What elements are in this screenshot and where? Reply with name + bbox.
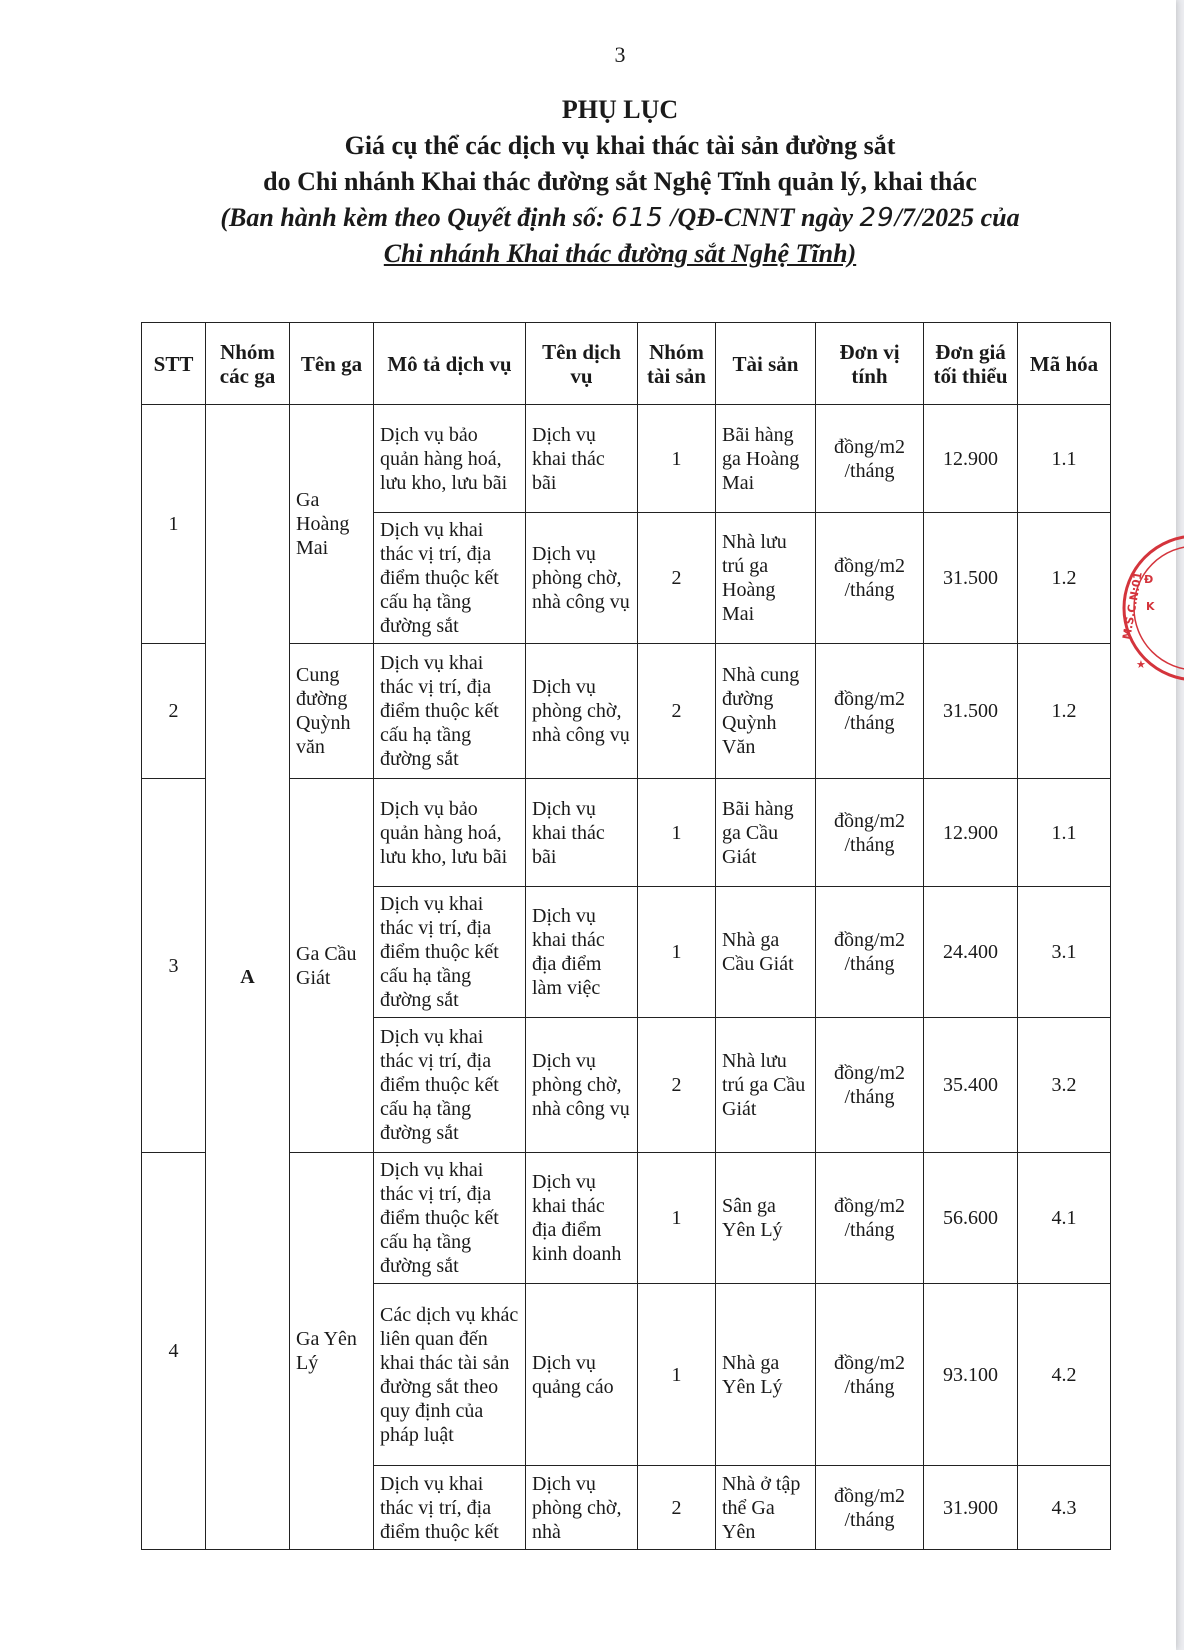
cell-group: A (206, 405, 290, 1550)
header-service: Tên dịch vụ (526, 323, 638, 405)
price-table (141, 322, 1111, 1550)
cell-unit: đồng/m2 /tháng (816, 513, 924, 644)
cell-price: 93.100 (924, 1284, 1018, 1466)
cell-service: Dịch vụ khai thác địa điểm làm việc (526, 887, 638, 1018)
document-title (140, 92, 1100, 272)
cell-description: Dịch vụ bảo quản hàng hoá, lưu kho, lưu bãi (374, 779, 526, 887)
cell-code: 3.1 (1018, 887, 1111, 1018)
cell-code: 4.2 (1018, 1284, 1111, 1466)
cell-station: Ga Cầu Giát (290, 779, 374, 1153)
cell-price: 56.600 (924, 1153, 1018, 1284)
title-line-4-suffix: /7/2025 của (894, 203, 1020, 232)
stamp-text: M.S.C.N:01 (1120, 570, 1145, 641)
cell-code: 4.1 (1018, 1153, 1111, 1284)
decision-day-handwritten: 29 (859, 203, 895, 233)
cell-price: 12.900 (924, 405, 1018, 513)
cell-asset-group: 2 (638, 1018, 716, 1153)
cell-unit: đồng/m2 /tháng (816, 1284, 924, 1466)
cell-service: Dịch vụ phòng chờ, nhà (526, 1466, 638, 1550)
cell-asset: Bãi hàng ga Hoàng Mai (716, 405, 816, 513)
cell-price: 31.900 (924, 1466, 1018, 1550)
cell-unit: đồng/m2 /tháng (816, 887, 924, 1018)
title-line-2: Giá cụ thể các dịch vụ khai thác tài sản đường sắt (344, 131, 896, 160)
cell-asset-group: 1 (638, 779, 716, 887)
header-stt: STT (142, 323, 206, 405)
cell-stt: 4 (142, 1153, 206, 1550)
stamp-glyph: K (1146, 600, 1155, 613)
title-line-4-mid: /QĐ-CNNT ngày (670, 203, 854, 232)
header-unit: Đơn vị tính (816, 323, 924, 405)
table-header-row (142, 323, 1111, 405)
table-row (142, 405, 1111, 513)
cell-code: 3.2 (1018, 1018, 1111, 1153)
cell-service: Dịch vụ khai thác địa điểm kinh doanh (526, 1153, 638, 1284)
title-line-3: do Chi nhánh Khai thác đường sắt Nghệ Tĩnh quản lý, khai thác (263, 167, 977, 196)
cell-unit: đồng/m2 /tháng (816, 1153, 924, 1284)
cell-stt: 2 (142, 644, 206, 779)
cell-asset-group: 1 (638, 887, 716, 1018)
cell-code: 1.2 (1018, 644, 1111, 779)
cell-code: 4.3 (1018, 1466, 1111, 1550)
cell-stt: 3 (142, 779, 206, 1153)
cell-asset-group: 1 (638, 1284, 716, 1466)
cell-description: Dịch vụ khai thác vị trí, địa điểm thuộc kết cấu hạ tầng đường sắt (374, 887, 526, 1018)
cell-description: Dịch vụ bảo quản hàng hoá, lưu kho, lưu bãi (374, 405, 526, 513)
cell-asset-group: 2 (638, 1466, 716, 1550)
cell-asset-group: 2 (638, 644, 716, 779)
cell-code: 1.2 (1018, 513, 1111, 644)
cell-service: Dịch vụ phòng chờ, nhà công vụ (526, 1018, 638, 1153)
cell-description: Dịch vụ khai thác vị trí, địa điểm thuộc kết cấu hạ tầng đường sắt (374, 1153, 526, 1284)
cell-service: Dịch vụ khai thác bãi (526, 779, 638, 887)
cell-description: Dịch vụ khai thác vị trí, địa điểm thuộc kết (374, 1466, 526, 1550)
header-price: Đơn giá tối thiểu (924, 323, 1018, 405)
cell-unit: đồng/m2 /tháng (816, 1466, 924, 1550)
title-line-1: PHỤ LỤC (561, 95, 679, 124)
cell-asset: Bãi hàng ga Cầu Giát (716, 779, 816, 887)
header-asset: Tài sản (716, 323, 816, 405)
header-asset-group: Nhóm tài sản (638, 323, 716, 405)
cell-asset-group: 2 (638, 513, 716, 644)
red-seal-stamp (1116, 528, 1184, 688)
cell-unit: đồng/m2 /tháng (816, 405, 924, 513)
cell-price: 31.500 (924, 644, 1018, 779)
cell-asset: Nhà ở tập thể Ga Yên (716, 1466, 816, 1550)
cell-price: 35.400 (924, 1018, 1018, 1153)
stamp-glyph: Đ (1144, 573, 1154, 586)
stamp-inner-ring (1134, 546, 1184, 670)
title-line-4 (140, 200, 1100, 236)
stamp-star-icon: ★ (1136, 658, 1146, 671)
header-description: Mô tả dịch vụ (374, 323, 526, 405)
title-line-5: Chi nhánh Khai thác đường sắt Nghệ Tĩnh) (383, 239, 857, 268)
cell-description: Dịch vụ khai thác vị trí, địa điểm thuộc kết cấu hạ tầng đường sắt (374, 644, 526, 779)
cell-description: Các dịch vụ khác liên quan đến khai thác tài sản đường sắt theo quy định của pháp luật (374, 1284, 526, 1466)
cell-unit: đồng/m2 /tháng (816, 1018, 924, 1153)
cell-service: Dịch vụ phòng chờ, nhà công vụ (526, 644, 638, 779)
cell-price: 24.400 (924, 887, 1018, 1018)
cell-asset: Nhà ga Cầu Giát (716, 887, 816, 1018)
cell-description: Dịch vụ khai thác vị trí, địa điểm thuộc kết cấu hạ tầng đường sắt (374, 513, 526, 644)
cell-asset: Nhà cung đường Quỳnh Văn (716, 644, 816, 779)
cell-service: Dịch vụ quảng cáo (526, 1284, 638, 1466)
header-station: Tên ga (290, 323, 374, 405)
cell-asset-group: 1 (638, 1153, 716, 1284)
cell-station: Cung đường Quỳnh văn (290, 644, 374, 779)
cell-stt: 1 (142, 405, 206, 644)
cell-asset: Nhà lưu trú ga Hoàng Mai (716, 513, 816, 644)
cell-unit: đồng/m2 /tháng (816, 644, 924, 779)
header-code: Mã hóa (1018, 323, 1111, 405)
cell-service: Dịch vụ khai thác bãi (526, 405, 638, 513)
cell-station: Ga Yên Lý (290, 1153, 374, 1550)
cell-code: 1.1 (1018, 779, 1111, 887)
cell-code: 1.1 (1018, 405, 1111, 513)
page-number: 3 (614, 42, 626, 67)
header-group: Nhóm các ga (206, 323, 290, 405)
decision-number-handwritten: 615 (611, 203, 664, 233)
cell-asset: Sân ga Yên Lý (716, 1153, 816, 1284)
cell-description: Dịch vụ khai thác vị trí, địa điểm thuộc kết cấu hạ tầng đường sắt (374, 1018, 526, 1153)
cell-price: 12.900 (924, 779, 1018, 887)
cell-price: 31.500 (924, 513, 1018, 644)
cell-unit: đồng/m2 /tháng (816, 779, 924, 887)
cell-service: Dịch vụ phòng chờ, nhà công vụ (526, 513, 638, 644)
title-line-4-prefix: (Ban hành kèm theo Quyết định số: (220, 203, 605, 232)
cell-station: Ga Hoàng Mai (290, 405, 374, 644)
cell-asset: Nhà lưu trú ga Cầu Giát (716, 1018, 816, 1153)
cell-asset: Nhà ga Yên Lý (716, 1284, 816, 1466)
cell-asset-group: 1 (638, 405, 716, 513)
